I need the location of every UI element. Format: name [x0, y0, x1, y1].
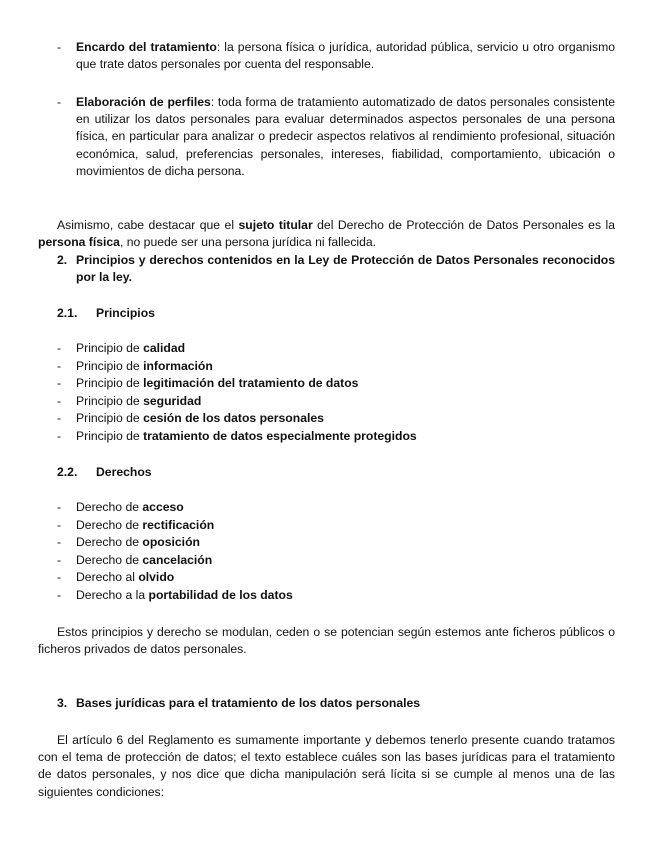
subsection-title: Derechos	[96, 465, 152, 479]
paragraph-articulo-6: El artículo 6 del Reglamento es sumamente importante y debemos tenerlo presente cuando tratamos con el tema de protección de datos; el texto establece cuáles son las bases jurídicas para el tratamiento de datos personales, y nos dice que dicha manipulación será lícita si se cumple al menos una de las siguientes condiciones:	[38, 733, 615, 799]
list-item	[57, 375, 615, 393]
bullet-dash: -	[57, 517, 62, 532]
list-item-text: Principio de	[76, 411, 144, 426]
list-item-bold: portabilidad de los datos	[148, 587, 293, 602]
paragraph-bold: sujeto titular	[238, 218, 313, 232]
section-title: Bases jurídicas para el tratamiento de los datos personales	[76, 696, 421, 710]
list-item-bold: olvido	[138, 570, 175, 585]
list-item	[57, 393, 615, 411]
bullet-dash: -	[57, 570, 62, 585]
bullet-dash: -	[57, 40, 62, 54]
bullet-dash: -	[57, 358, 62, 373]
definition-term: Encardo del tratamiento	[76, 40, 217, 54]
list-item-bold: seguridad	[143, 393, 202, 408]
bullet-dash: -	[57, 552, 62, 567]
definition-text	[76, 39, 615, 73]
list-item-bold: oposición	[142, 535, 200, 550]
definition-item	[57, 94, 615, 184]
list-item-text: Derecho al	[76, 570, 139, 585]
list-item	[57, 517, 615, 535]
bullet-dash: -	[57, 411, 62, 426]
list-item-text: Principio de	[76, 341, 144, 355]
list-item-bold: legitimación del tratamiento de datos	[143, 376, 359, 391]
list-item	[57, 358, 615, 376]
bullet-dash: -	[57, 341, 62, 355]
definition-term: Elaboración de perfiles	[76, 95, 211, 109]
list-item	[57, 569, 615, 587]
derechos-list	[57, 499, 615, 605]
list-item-text: Principio de	[76, 358, 144, 373]
list-item	[57, 499, 615, 517]
paragraph-modulan: Estos principios y derecho se modulan, ceden o se potencian según estemos ante ficheros públicos o ficheros privados de datos personales.	[38, 625, 615, 657]
bullet-dash: -	[57, 535, 62, 550]
paragraph-sujeto-titular	[38, 217, 615, 251]
definition-item	[57, 39, 615, 75]
bullet-dash: -	[57, 95, 62, 109]
definition-body: : la persona física o jurídica, autoridad pública, servicio u otro organismo que trate datos personales por cuenta del responsable.	[76, 40, 615, 72]
list-item-bold: cesión de los datos personales	[143, 411, 324, 426]
subsection-number: 2.2.	[57, 465, 78, 479]
paragraph-bold: persona física	[38, 235, 120, 250]
list-item-bold: información	[143, 358, 213, 373]
bullet-dash: -	[57, 428, 62, 443]
section-heading-2	[57, 252, 615, 288]
list-item-bold: tratamiento de datos especialmente protegidos	[143, 428, 417, 443]
paragraph-text: del Derecho de Protección de Datos Personales es la	[312, 218, 615, 232]
bullet-dash: -	[57, 376, 62, 391]
list-item	[57, 587, 615, 605]
list-item-bold: cancelación	[142, 552, 213, 567]
list-item-text: Derecho de	[76, 517, 143, 532]
list-item-bold: acceso	[142, 500, 184, 514]
list-item	[57, 534, 615, 552]
list-item	[57, 428, 615, 446]
bullet-dash: -	[57, 587, 62, 602]
section-number: 3.	[57, 696, 68, 710]
section-title: Principios y derechos contenidos en la Ley de Protección de Datos Personales reconocidos por la ley.	[76, 253, 615, 285]
section-number: 2.	[57, 253, 68, 267]
subsection-title: Principios	[96, 306, 155, 320]
bullet-dash: -	[57, 500, 62, 514]
definition-body: : toda forma de tratamiento automatizado de datos personales consistente en utilizar los datos personales para evaluar determinados aspectos personales de una persona física, en particular para analizar o predecir aspectos relativos al rendimiento profesional, situación económica, salud, preferencias personales, intereses, fiabilidad, comportamiento, ubicación o movimientos de dicha persona.	[76, 95, 616, 178]
list-item-text: Derecho de	[76, 500, 143, 514]
list-item	[57, 410, 615, 428]
list-item-text: Derecho de	[76, 552, 143, 567]
paragraph-text: Asimismo, cabe destacar que el	[57, 218, 239, 232]
list-item-bold: calidad	[143, 341, 186, 355]
definition-text	[76, 94, 615, 180]
list-item	[57, 552, 615, 570]
paragraph-text: , no puede ser una persona jurídica ni fallecida.	[119, 235, 377, 250]
list-item-bold: rectificación	[142, 517, 215, 532]
list-item-text: Derecho a la	[76, 587, 149, 602]
list-item-text: Principio de	[76, 428, 144, 443]
list-item-text: Principio de	[76, 393, 144, 408]
list-item-text: Principio de	[76, 376, 144, 391]
list-item-text: Derecho de	[76, 535, 143, 550]
principios-list	[57, 340, 615, 446]
list-item	[57, 340, 615, 358]
bullet-dash: -	[57, 393, 62, 408]
subsection-number: 2.1.	[57, 306, 78, 320]
